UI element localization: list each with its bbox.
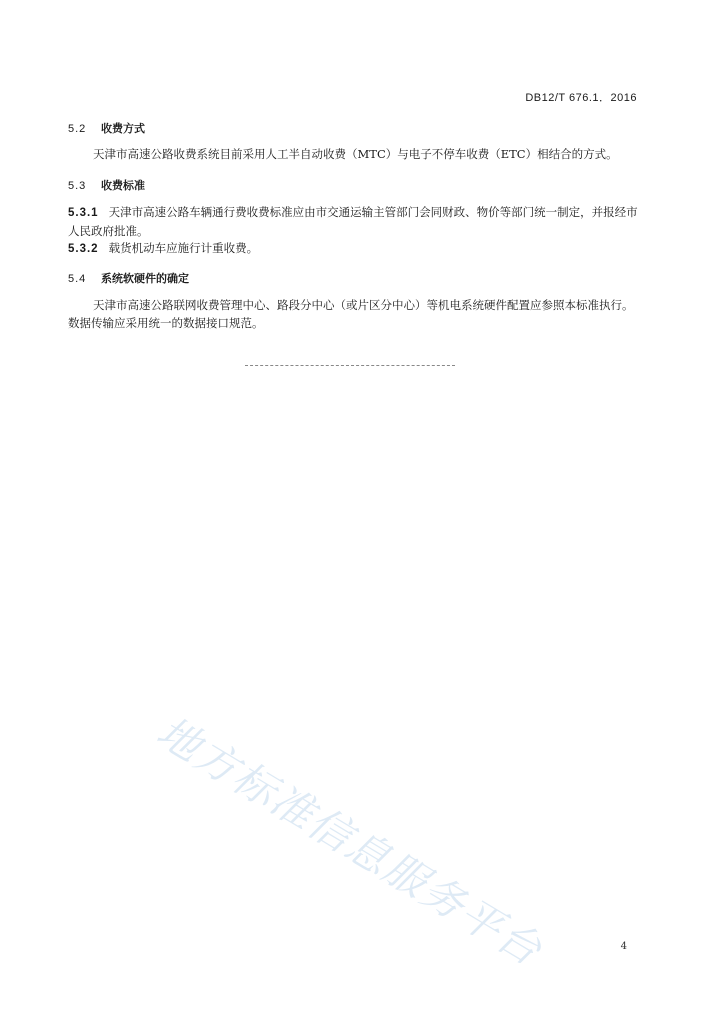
- clause-text: 天津市高速公路车辆通行费收费标准应由市交通运输主管部门会同财政、物价等部门统一制定，并报经市人民政府批准。: [68, 205, 638, 238]
- clause-number: 5.3.1: [68, 207, 99, 219]
- clause-5-3-1: [68, 203, 638, 240]
- section-heading-5-2: [68, 120, 145, 136]
- section-number: 5.4: [68, 273, 87, 285]
- section-paragraph-5-4: 天津市高速公路联网收费管理中心、路段分中心（或片区分中心）等机电系统硬件配置应参照本标准执行。数据传输应采用统一的数据接口规范。: [68, 298, 634, 330]
- section-title: 收费方式: [101, 122, 145, 135]
- section-heading-5-4: [68, 270, 189, 286]
- section-number: 5.3: [68, 180, 87, 192]
- clause-text: 载货机动车应施行计重收费。: [108, 241, 259, 255]
- section-title: 收费标准: [101, 179, 145, 192]
- section-heading-5-3: [68, 177, 145, 193]
- document-code: DB12/T 676.1．2016: [525, 92, 637, 104]
- end-of-text-divider: [245, 365, 455, 366]
- clause-number: 5.3.2: [68, 243, 99, 255]
- section-paragraph-5-2: 天津市高速公路收费系统目前采用人工半自动收费（MTC）与电子不停车收费（ETC）相结合的方式。: [93, 147, 618, 161]
- page-number: 4: [620, 941, 627, 952]
- clause-5-3-2: [68, 239, 638, 258]
- section-number: 5.2: [68, 123, 87, 135]
- watermark: 地方标准信息服务平台: [148, 706, 552, 976]
- section-title: 系统软硬件的确定: [101, 272, 189, 285]
